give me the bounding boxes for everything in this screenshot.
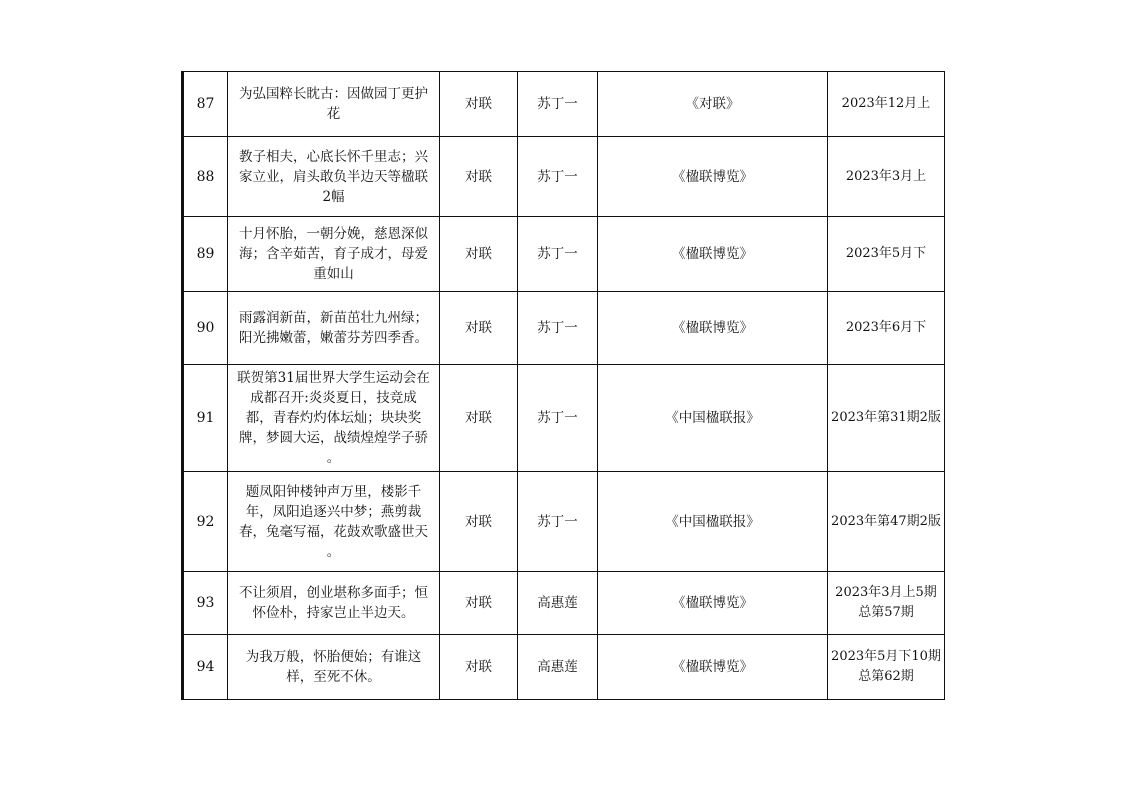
author-cell: 苏丁一 <box>518 365 598 472</box>
table-row <box>183 472 945 572</box>
row-number: 91 <box>183 365 228 472</box>
date-cell: 2023年5月下 <box>828 217 945 292</box>
author-cell: 苏丁一 <box>518 137 598 217</box>
work-title: 不让须眉，创业堪称多面手；恒 怀俭朴，持家岂止半边天。 <box>228 572 440 635</box>
table-row <box>183 635 945 700</box>
genre-cell: 对联 <box>440 572 518 635</box>
author-cell: 苏丁一 <box>518 292 598 365</box>
table-row <box>183 217 945 292</box>
publication-cell: 《中国楹联报》 <box>598 472 828 572</box>
author-cell: 苏丁一 <box>518 72 598 137</box>
genre-cell: 对联 <box>440 472 518 572</box>
table-row <box>183 572 945 635</box>
work-title: 联贺第31届世界大学生运动会在 成都召开:炎炎夏日，技竞成 都，青春灼灼体坛灿；块块奖 牌，梦圆大运，战绩煌煌学子骄 。 <box>228 365 440 472</box>
author-cell: 苏丁一 <box>518 472 598 572</box>
table-row <box>183 137 945 217</box>
row-number: 94 <box>183 635 228 700</box>
genre-cell: 对联 <box>440 217 518 292</box>
date-cell: 2023年5月下10期 总第62期 <box>828 635 945 700</box>
row-number: 92 <box>183 472 228 572</box>
date-cell: 2023年3月上 <box>828 137 945 217</box>
publication-table <box>181 71 945 700</box>
date-cell: 2023年第47期2版 <box>828 472 945 572</box>
genre-cell: 对联 <box>440 365 518 472</box>
genre-cell: 对联 <box>440 137 518 217</box>
row-number: 93 <box>183 572 228 635</box>
work-title: 为弘国粹长眈古：因做园丁更护 花 <box>228 72 440 137</box>
date-cell: 2023年6月下 <box>828 292 945 365</box>
row-number: 88 <box>183 137 228 217</box>
author-cell: 高惠莲 <box>518 572 598 635</box>
work-title: 雨露润新苗，新苗茁壮九州绿； 阳光拂嫩蕾，嫩蕾芬芳四季香。 <box>228 292 440 365</box>
genre-cell: 对联 <box>440 635 518 700</box>
author-cell: 苏丁一 <box>518 217 598 292</box>
row-number: 89 <box>183 217 228 292</box>
row-number: 90 <box>183 292 228 365</box>
table-row <box>183 365 945 472</box>
table-body <box>183 72 945 700</box>
publication-cell: 《中国楹联报》 <box>598 365 828 472</box>
row-number: 87 <box>183 72 228 137</box>
author-cell: 高惠莲 <box>518 635 598 700</box>
genre-cell: 对联 <box>440 72 518 137</box>
publication-cell: 《楹联博览》 <box>598 217 828 292</box>
publication-cell: 《楹联博览》 <box>598 292 828 365</box>
table-row <box>183 292 945 365</box>
publication-cell: 《楹联博览》 <box>598 572 828 635</box>
publication-cell: 《楹联博览》 <box>598 635 828 700</box>
date-cell: 2023年第31期2版 <box>828 365 945 472</box>
publication-cell: 《对联》 <box>598 72 828 137</box>
work-title: 题凤阳钟楼钟声万里，楼影千 年，凤阳追逐兴中梦；燕剪裁 春，兔毫写福，花鼓欢歌盛世天 。 <box>228 472 440 572</box>
work-title: 为我万般，怀胎便始；有谁这 样，至死不休。 <box>228 635 440 700</box>
date-cell: 2023年12月上 <box>828 72 945 137</box>
work-title: 教子相夫，心底长怀千里志；兴 家立业，肩头敢负半边天等楹联 2幅 <box>228 137 440 217</box>
genre-cell: 对联 <box>440 292 518 365</box>
date-cell: 2023年3月上5期 总第57期 <box>828 572 945 635</box>
work-title: 十月怀胎，一朝分娩，慈恩深似 海；含辛茹苦，育子成才，母爱 重如山 <box>228 217 440 292</box>
table-row <box>183 72 945 137</box>
publication-cell: 《楹联博览》 <box>598 137 828 217</box>
